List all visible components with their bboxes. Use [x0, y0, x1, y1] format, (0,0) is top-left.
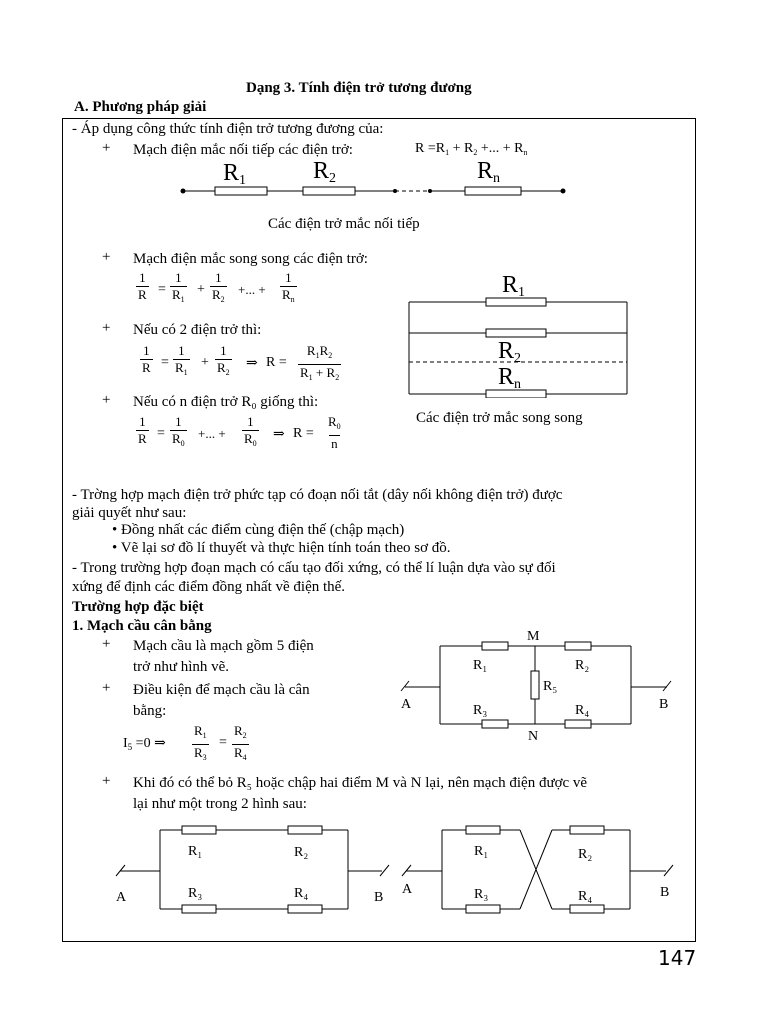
label-r1: R₁ — [188, 844, 203, 859]
series-formula: $R =R_1 + R_2$ +... + $R_n$ — [415, 141, 528, 157]
reduced-circuit-remove-r5 — [110, 818, 400, 918]
frac-r2-over-r4: $\frac{R_2}{R_4}$ — [232, 723, 249, 766]
label-r3: R₃ — [188, 886, 203, 901]
bridge-item-1b: trở như hình vẽ. — [133, 659, 230, 675]
ellipsis-sum: +... + — [238, 282, 266, 297]
resistor-r2 — [288, 826, 322, 834]
page-title: Dạng 3. Tính điện trở tương đương — [246, 80, 472, 96]
frac-product-over-sum: $\frac{R_1R_2}{R_1 + R_2}$ — [298, 343, 341, 386]
plus-sign: + — [197, 282, 205, 297]
bullet-plus: + — [102, 773, 111, 789]
resistor-r3 — [466, 905, 500, 913]
label-r4: R₄ — [294, 886, 309, 901]
label-a: A — [402, 882, 413, 897]
frac-1-over-r: $\frac{1}{R}$ — [138, 414, 147, 446]
label-n: N — [528, 729, 539, 744]
frac-1-over-r1: $\frac{1}{R_1}$ — [170, 270, 187, 308]
series-item-text: Mạch điện mắc nối tiếp các điện trở: — [133, 142, 353, 158]
two-resistors-text: Nếu có 2 điện trở thì: — [133, 322, 262, 338]
label-r2: R2 — [313, 158, 337, 186]
bullet-plus: + — [102, 636, 111, 652]
complex-text-1: - Trờng hợp mạch điện trở phức tạp có đoạn nối tắt (dây nối không điện trở) được — [72, 487, 563, 503]
bullet-item-2: • Vẽ lại sơ đồ lí thuyết và thực hiện tính toán theo sơ đồ. — [112, 540, 451, 556]
parallel-circuit-diagram — [400, 268, 640, 398]
bullet-dot: • — [112, 522, 118, 538]
label-r3: R₃ — [474, 887, 489, 902]
bullet-plus: + — [102, 140, 111, 156]
label-m: M — [527, 629, 540, 644]
ellipsis-sum: +... + — [198, 426, 226, 441]
bridge-item-1a: Mạch cầu là mạch gồm 5 điện — [133, 638, 314, 654]
label-b: B — [374, 890, 384, 905]
n-resistors-text: Nếu có n điện trở R₀ giống thì: — [133, 394, 319, 410]
page-number: 147 — [658, 946, 697, 970]
bridge-circuit-diagram — [385, 625, 685, 745]
resistor-r5 — [531, 671, 539, 699]
frac-r0-over-n: $\frac{R_0}{n}$ — [328, 414, 341, 451]
r-equals: R = — [293, 426, 314, 441]
implies-arrow: ⇒ — [273, 427, 285, 442]
resistor-r2 — [570, 826, 604, 834]
label-r1: R1 — [223, 160, 247, 188]
resistor-r1 — [215, 187, 267, 195]
resistor-r1 — [466, 826, 500, 834]
terminal-b-switch — [663, 681, 671, 691]
resistor-r4 — [570, 905, 604, 913]
parallel-caption: Các điện trở mắc song song — [416, 410, 583, 426]
frac-1-over-r: $\frac{1}{R}$ — [138, 270, 147, 302]
special-cases-heading: Trường hợp đặc biệt — [72, 599, 204, 615]
frac-r1-over-r3: $\frac{R_1}{R_3}$ — [192, 723, 209, 766]
label-r2: R2 — [498, 338, 522, 366]
bullet-plus: + — [102, 392, 111, 408]
label-b: B — [659, 697, 669, 712]
symmetry-text-2: xứng để định các điểm đồng nhất về điện thế. — [72, 579, 346, 595]
resistor-r2 — [565, 642, 591, 650]
label-r2: R₂ — [294, 845, 309, 860]
terminal-a-switch — [401, 681, 409, 691]
frac-1-over-r1: $\frac{1}{R_1}$ — [173, 343, 190, 381]
bridge-item-2b: bằng: — [133, 703, 167, 719]
resistor-r2 — [303, 187, 355, 195]
plus-sign: + — [201, 355, 209, 370]
bridge-heading: 1. Mạch cầu cân bằng — [72, 618, 212, 634]
implies-arrow: ⇒ — [246, 356, 258, 371]
bullet-dot: • — [112, 540, 118, 556]
series-circuit-diagram — [175, 155, 575, 205]
label-b: B — [660, 885, 670, 900]
resistor-r1 — [482, 642, 508, 650]
resistor-r3 — [482, 720, 508, 728]
equals-sign: = — [219, 735, 227, 750]
resistor-r1 — [486, 298, 546, 306]
frac-1-over-r: $\frac{1}{R}$ — [142, 343, 151, 375]
label-r1: R₁ — [474, 844, 489, 859]
frac-1-over-r2: $\frac{1}{R_2}$ — [210, 270, 227, 308]
section-heading-a: A. Phương pháp giải — [74, 99, 207, 115]
label-a: A — [116, 890, 127, 905]
label-r2: R₂ — [575, 658, 590, 673]
resistor-r2 — [486, 329, 546, 337]
frac-1-over-rn: $\frac{1}{R_n}$ — [280, 270, 297, 308]
label-a: A — [401, 697, 412, 712]
resistor-r4 — [288, 905, 322, 913]
label-r4: R₄ — [575, 703, 590, 718]
bridge-item-3b: lại như một trong 2 hình sau: — [133, 796, 307, 812]
label-r2: R₂ — [578, 847, 593, 862]
series-caption: Các điện trở mắc nối tiếp — [268, 216, 420, 232]
label-r1: R₁ — [473, 658, 488, 673]
reduced-circuit-short-mn — [398, 818, 688, 918]
resistor-r4 — [565, 720, 591, 728]
frac-1-over-r2: $\frac{1}{R_2}$ — [215, 343, 232, 381]
bridge-item-3a: Khi đó có thể bỏ R₅ hoặc chập hai điểm M và N lại, nên mạch điện được vẽ — [133, 775, 588, 791]
label-rn: Rn — [477, 158, 501, 186]
intro-text: - Áp dụng công thức tính điện trở tương đương của: — [72, 121, 384, 137]
resistor-rn — [465, 187, 521, 195]
r-equals: R = — [266, 355, 287, 370]
bullet-item-1: • Đồng nhất các điểm cùng điện thế (chập mạch) — [112, 522, 405, 538]
label-r3: R₃ — [473, 703, 488, 718]
equals-sign: = — [161, 355, 169, 370]
frac-1-over-r0: $\frac{1}{R_0}$ — [242, 414, 259, 452]
bullet-plus: + — [102, 249, 111, 265]
bullet-plus: + — [102, 320, 111, 336]
equals-sign: = — [157, 426, 165, 441]
bullet-plus: + — [102, 680, 111, 696]
frac-1-over-r0: $\frac{1}{R_0}$ — [170, 414, 187, 452]
complex-text-2: giải quyết như sau: — [72, 505, 187, 521]
bridge-item-2a: Điều kiện để mạch cầu là cân — [133, 682, 310, 698]
i5-zero: $I_5 =0$ ⇒ — [123, 736, 166, 752]
symmetry-text-1: - Trong trường hợp đoạn mạch có cấu tạo đối xứng, có thể lí luận dựa vào sự đối — [72, 560, 556, 576]
resistor-r3 — [182, 905, 216, 913]
parallel-item-text: Mạch điện mắc song song các điện trở: — [133, 251, 368, 267]
resistor-r1 — [182, 826, 216, 834]
label-r1: R1 — [502, 272, 526, 300]
label-rn: Rn — [498, 364, 522, 392]
label-r5: R₅ — [543, 679, 558, 694]
equals-sign: = — [158, 282, 166, 297]
label-r4: R₄ — [578, 889, 593, 904]
